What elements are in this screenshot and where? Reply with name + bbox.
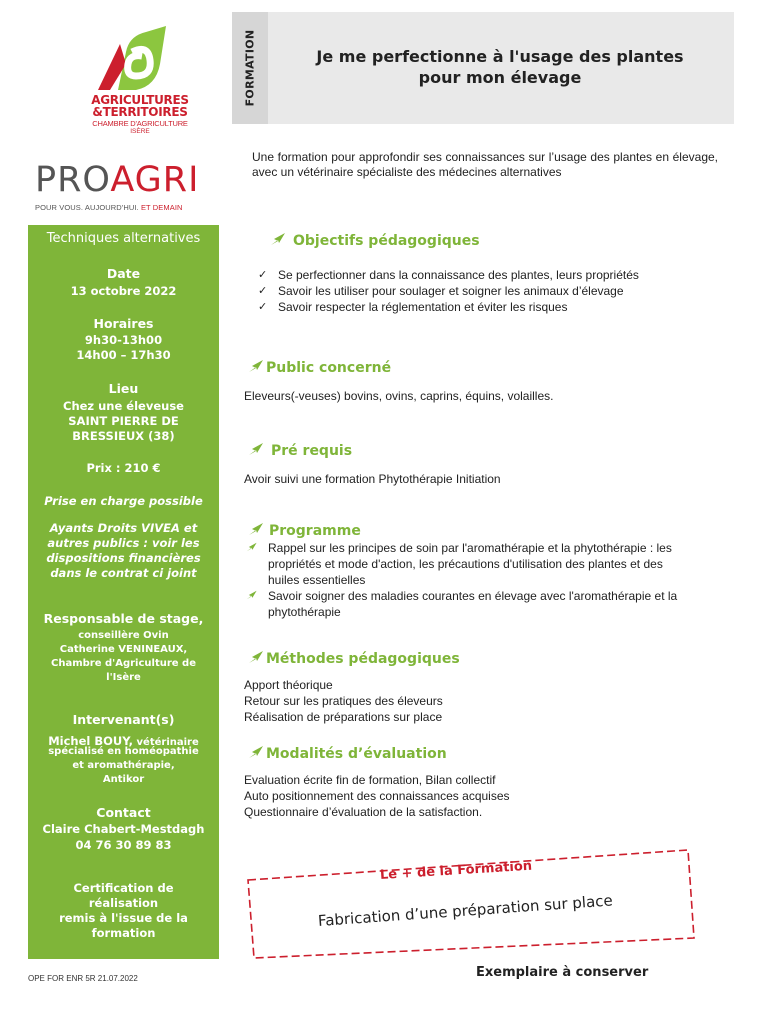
programme-list bbox=[244, 540, 684, 620]
agricultures-territoires-logo-icon bbox=[96, 24, 168, 92]
certification-line-4: formation bbox=[91, 926, 156, 940]
check-icon: ✓ bbox=[258, 268, 268, 281]
ayants-line-2: autres publics : voir les bbox=[47, 536, 200, 550]
certification-line-1: Certification de bbox=[73, 881, 174, 895]
lieu-line-2: SAINT PIERRE DE bbox=[68, 414, 179, 428]
proagri-tagline: POUR VOUS. AUJOURD'HUI. ET DEMAIN bbox=[35, 203, 183, 212]
intervenant-line-1: Michel BOUY, vétérinaire bbox=[48, 734, 199, 748]
responsable-line-3: Chambre d'Agriculture de bbox=[51, 658, 196, 669]
contact-label: Contact bbox=[96, 805, 151, 820]
list-item: Rappel sur les principes de soin par l'aromathérapie et la phytothérapie : les propriétés et mode d'action, les précautions d'utilisation des plantes et des huiles essentielles bbox=[244, 540, 684, 588]
ayants-line-1: Ayants Droits VIVEA et bbox=[49, 521, 198, 535]
lieu-line-1: Chez une éleveuse bbox=[63, 399, 184, 413]
info-sidebar bbox=[28, 225, 219, 959]
public-heading: Public concerné bbox=[248, 359, 391, 376]
methodes-text: Apport théorique Retour sur les pratiques des éleveurs Réalisation de préparations sur place bbox=[244, 678, 443, 724]
ayants-line-3: dispositions financières bbox=[46, 551, 201, 565]
certification-line-3: remis à l'issue de la bbox=[59, 911, 188, 925]
list-item: ✓ Savoir respecter la réglementation et éviter les risques bbox=[258, 300, 568, 314]
check-icon: ✓ bbox=[258, 284, 268, 297]
objectifs-heading: Objectifs pédagogiques bbox=[270, 232, 480, 249]
exemplaire-note: Exemplaire à conserver bbox=[476, 965, 649, 980]
public-text: Eleveurs(-veuses) bovins, ovins, caprins, équins, volailles. bbox=[244, 389, 554, 403]
brand-name: AGRICULTURES &TERRITOIRES CHAMBRE D'AGRICULTURE ISÈRE bbox=[91, 93, 189, 135]
prerequis-text: Avoir suivi une formation Phytothérapie Initiation bbox=[244, 472, 501, 486]
leaf-arrow-icon bbox=[248, 650, 265, 664]
modalites-heading: Modalités d’évaluation bbox=[248, 745, 447, 762]
leaf-arrow-icon bbox=[248, 522, 265, 536]
leaf-arrow-icon bbox=[248, 359, 265, 373]
intervenant-label: Intervenant(s) bbox=[72, 712, 175, 727]
objectifs-list bbox=[258, 267, 678, 315]
responsable-line-2: Catherine VENINEAUX, bbox=[59, 644, 188, 655]
contact-name: Claire Chabert-Mestdagh bbox=[42, 822, 205, 836]
check-icon: ✓ bbox=[258, 300, 268, 313]
responsable-line-4: l'Isère bbox=[106, 672, 141, 683]
lieu-label: Lieu bbox=[108, 381, 139, 396]
horaires-afternoon: 14h00 – 17h30 bbox=[76, 348, 171, 362]
methodes-heading: Méthodes pédagogiques bbox=[248, 650, 460, 667]
certification-line-2: réalisation bbox=[88, 896, 159, 910]
responsable-label: Responsable de stage, bbox=[43, 611, 204, 626]
leaf-arrow-icon bbox=[270, 232, 287, 246]
intervenant-line-2: spécialisé en homéopathie bbox=[48, 746, 199, 757]
leaf-arrow-icon bbox=[248, 745, 265, 759]
plus-text: Fabrication d’une préparation sur place bbox=[317, 891, 614, 930]
list-item: ✓ Savoir les utiliser pour soulager et soigner les animaux d’élevage bbox=[258, 284, 624, 298]
plus-title: Le + de la Formation bbox=[379, 858, 533, 883]
date-label: Date bbox=[106, 266, 141, 281]
proagri-logo: PROAGRI bbox=[35, 160, 200, 200]
prise-en-charge: Prise en charge possible bbox=[44, 494, 203, 508]
leaf-arrow-icon bbox=[248, 442, 265, 456]
modalites-text: Evaluation écrite fin de formation, Bilan collectif Auto positionnement des connaissances acquises Questionnaire d’évaluation de la satisfaction. bbox=[244, 773, 510, 819]
page-title: Je me perfectionne à l'usage des plantes pour mon élevage bbox=[316, 47, 684, 87]
ayants-line-4: dans le contrat ci joint bbox=[50, 566, 197, 580]
horaires-morning: 9h30-13h00 bbox=[84, 333, 163, 347]
leaf-arrow-icon bbox=[246, 590, 258, 600]
intro-text: Une formation pour approfondir ses connaissances sur l’usage des plantes en élevage, avec un vétérinaire spécialiste des médecines alternatives bbox=[252, 150, 718, 179]
responsable-line-1: conseillère Ovin bbox=[78, 630, 169, 641]
formation-vertical-label: FORMATION bbox=[243, 29, 257, 107]
prerequis-heading: Pré requis bbox=[248, 442, 352, 459]
programme-heading: Programme bbox=[248, 522, 361, 539]
date-value: 13 octobre 2022 bbox=[70, 284, 177, 298]
sidebar-title: Techniques alternatives bbox=[46, 231, 201, 246]
list-item: Savoir soigner des maladies courantes en élevage avec l'aromathérapie et la phytothérapie bbox=[244, 588, 684, 620]
list-item: ✓ Se perfectionner dans la connaissance des plantes, leurs propriétés bbox=[258, 268, 639, 282]
intervenant-line-4: Antikor bbox=[102, 774, 145, 785]
intervenant-line-3: et aromathérapie, bbox=[72, 760, 175, 771]
horaires-label: Horaires bbox=[93, 316, 154, 331]
document-reference: OPE FOR ENR 5R 21.07.2022 bbox=[28, 974, 138, 983]
leaf-arrow-icon bbox=[246, 542, 258, 552]
lieu-line-3: BRESSIEUX (38) bbox=[72, 429, 175, 443]
prix: Prix : 210 € bbox=[86, 461, 161, 475]
contact-phone: 04 76 30 89 83 bbox=[75, 838, 172, 852]
